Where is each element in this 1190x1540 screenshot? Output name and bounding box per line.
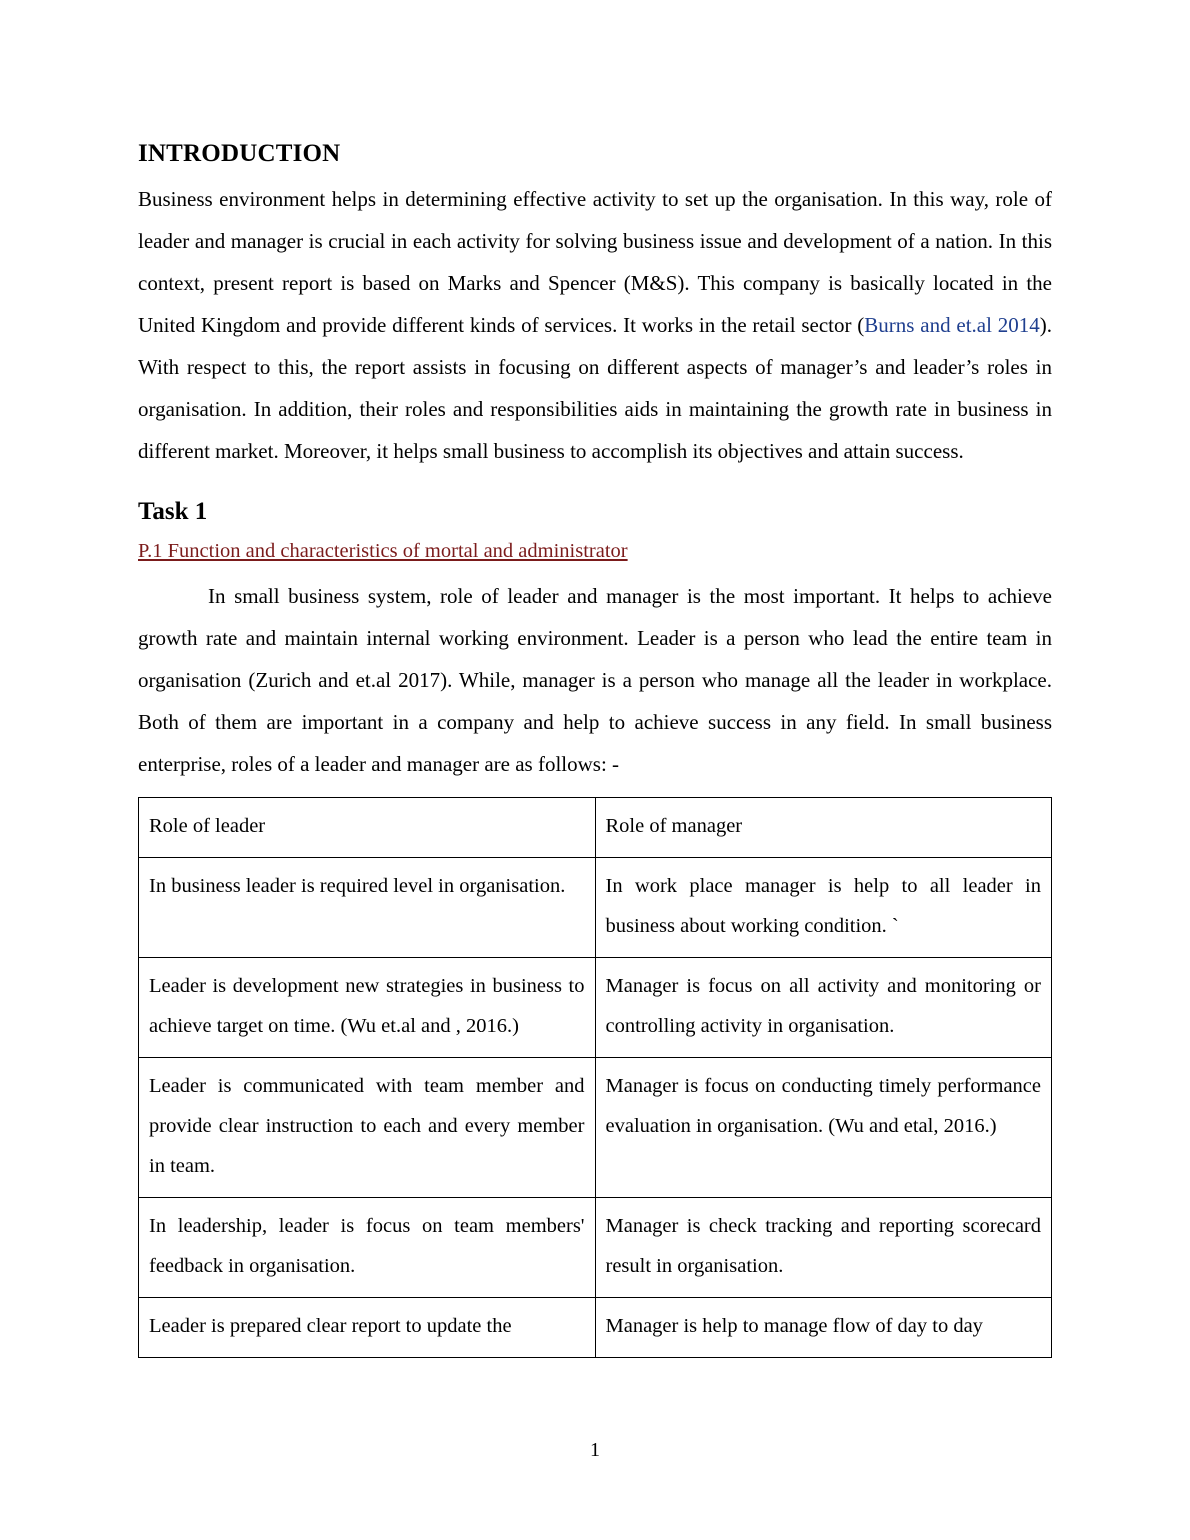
table-header-row bbox=[139, 798, 1052, 858]
table-cell-manager: Manager is help to manage flow of day to day bbox=[595, 1297, 1052, 1357]
page-title: INTRODUCTION bbox=[138, 140, 341, 167]
table-row bbox=[139, 857, 1052, 957]
table-cell-manager: In work place manager is help to all leader in business about working condition. ` bbox=[595, 857, 1052, 957]
table-row bbox=[139, 1057, 1052, 1197]
table-header-manager: Role of manager bbox=[595, 798, 1052, 858]
table-row bbox=[139, 1197, 1052, 1297]
roles-table bbox=[138, 797, 1052, 1358]
table-cell-manager: Manager is focus on conducting timely performance evaluation in organisation. (Wu and etal, 2016.) bbox=[595, 1057, 1052, 1197]
table-cell-manager: Manager is focus on all activity and monitoring or controlling activity in organisation. bbox=[595, 957, 1052, 1057]
task-paragraph: In small business system, role of leader and manager is the most important. It helps to achieve growth rate and maintain internal working environment. Leader is a person who lead the entire team in organisation (Zurich and et.al 2017). While, manager is a person who manage all the leader in workplace. Both of them are important in a company and help to achieve success in any field. In small business enterprise, roles of a leader and manager are as follows: - bbox=[138, 584, 1052, 776]
section-subheading: P.1 Function and characteristics of mortal and administrator bbox=[138, 540, 628, 562]
table-row bbox=[139, 1297, 1052, 1357]
table-row bbox=[139, 957, 1052, 1057]
introduction-citation: Burns and et.al 2014 bbox=[864, 313, 1040, 337]
page-number: 1 bbox=[590, 1439, 600, 1461]
table-cell-leader: In business leader is required level in organisation. bbox=[139, 857, 596, 957]
table-cell-leader: Leader is communicated with team member and provide clear instruction to each and every member in team. bbox=[139, 1057, 596, 1197]
table-cell-leader: Leader is development new strategies in business to achieve target on time. (Wu et.al and , 2016.) bbox=[139, 957, 596, 1057]
introduction-text-part2: ). With respect to this, the report assists in focusing on different aspects of manager’s and leader’s roles in organisation. In addition, their roles and responsibilities aids in maintaining the growth rate in business in different market. Moreover, it helps small business to accomplish its objectives and attain success. bbox=[138, 313, 1052, 463]
task-heading: Task 1 bbox=[138, 498, 208, 525]
table-header-leader: Role of leader bbox=[139, 798, 596, 858]
introduction-text-part1: Business environment helps in determining effective activity to set up the organisation. In this way, role of leader and manager is crucial in each activity for solving business issue and development of a nation. In this context, present report is based on Marks and Spencer (M&S). This company is basically located in the United Kingdom and provide different kinds of services. It works in the retail sector ( bbox=[138, 187, 1052, 337]
table-cell-leader: In leadership, leader is focus on team members' feedback in organisation. bbox=[139, 1197, 596, 1297]
introduction-paragraph bbox=[138, 178, 1052, 472]
table-cell-leader: Leader is prepared clear report to update the bbox=[139, 1297, 596, 1357]
table-cell-manager: Manager is check tracking and reporting scorecard result in organisation. bbox=[595, 1197, 1052, 1297]
